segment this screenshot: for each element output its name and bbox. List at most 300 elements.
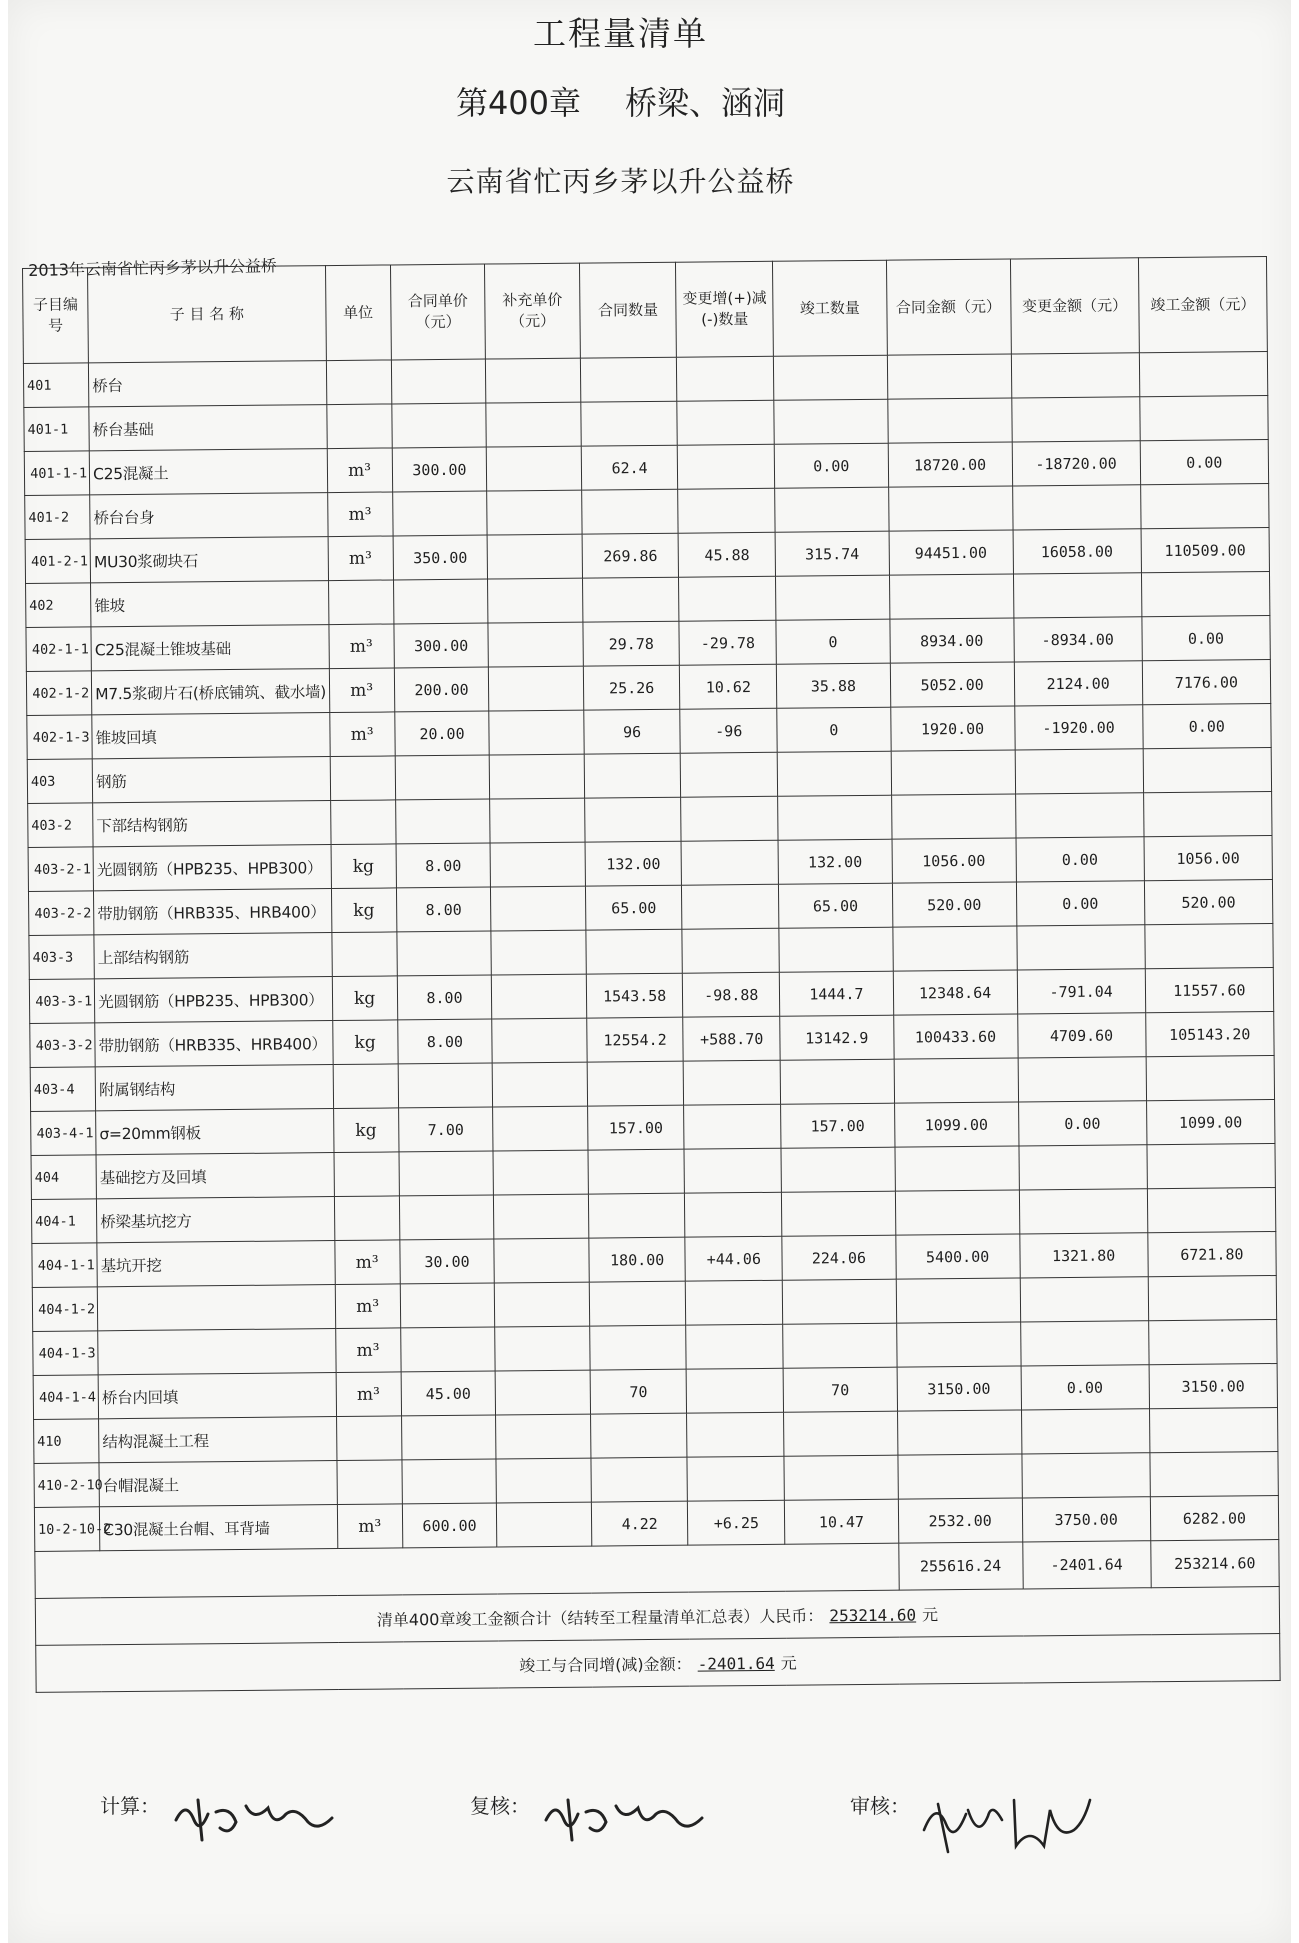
cell-name: 基础挖方及回填 xyxy=(96,1153,334,1199)
cell-finamt xyxy=(1140,484,1269,529)
cell-finamt: 105143.20 xyxy=(1145,1012,1274,1057)
cell-fin xyxy=(782,1191,896,1236)
cell-chg: 45.88 xyxy=(679,532,776,577)
cell-name: 基坑开挖 xyxy=(97,1241,335,1287)
cell-price: 8.00 xyxy=(396,887,491,932)
cell-finamt xyxy=(1141,572,1270,617)
cell-code: 403-3 xyxy=(29,935,95,980)
cell-price xyxy=(395,799,490,844)
col-header-extra-price: 补充单价（元） xyxy=(485,263,580,359)
cell-name: C25混凝土锥坡基础 xyxy=(91,625,329,671)
cell-fin: 157.00 xyxy=(781,1103,895,1148)
col-header-code: 子目编号 xyxy=(23,268,89,364)
cell-chg xyxy=(679,576,776,621)
cell-chgamt xyxy=(1018,1057,1147,1102)
cell-finamt xyxy=(1143,748,1272,793)
cell-qty: 269.86 xyxy=(582,533,679,578)
cell-chg xyxy=(687,1412,784,1457)
table-body xyxy=(23,352,1278,1552)
cell-chgamt: -1920.00 xyxy=(1014,705,1143,750)
cell-extra xyxy=(489,754,584,799)
cell-finamt xyxy=(1140,396,1269,441)
cell-price: 45.00 xyxy=(401,1371,496,1416)
cell-unit xyxy=(337,1460,403,1505)
cell-code: 401 xyxy=(23,363,89,408)
cell-chg: -98.88 xyxy=(683,972,780,1017)
cell-amt xyxy=(887,398,1011,443)
cell-extra xyxy=(495,1370,590,1415)
cell-chgamt: -8934.00 xyxy=(1013,617,1142,662)
cell-price: 600.00 xyxy=(402,1503,497,1548)
cell-chg: +44.06 xyxy=(685,1236,782,1281)
cell-amt: 1056.00 xyxy=(892,838,1016,883)
cell-chg xyxy=(686,1280,783,1325)
cell-amt xyxy=(895,1146,1019,1191)
cell-qty: 65.00 xyxy=(585,885,682,930)
cell-chgamt: 1321.80 xyxy=(1019,1233,1148,1278)
cell-chgamt: -791.04 xyxy=(1017,969,1146,1014)
cell-finamt: 3150.00 xyxy=(1149,1364,1278,1409)
cell-unit xyxy=(334,1196,400,1241)
cell-code: 403-3-1 xyxy=(29,979,95,1024)
total-contract-amount: 255616.24 xyxy=(898,1542,1022,1590)
cell-fin xyxy=(777,751,891,796)
cell-amt xyxy=(896,1278,1020,1323)
cell-name: 桥台台身 xyxy=(90,493,328,539)
cell-chgamt: 4709.60 xyxy=(1017,1013,1146,1058)
cell-price: 8.00 xyxy=(397,1019,492,1064)
cell-finamt: 520.00 xyxy=(1144,880,1273,925)
cell-chgamt xyxy=(1011,353,1140,398)
cell-qty: 1543.58 xyxy=(586,973,683,1018)
cell-code: 402-1-1 xyxy=(26,627,92,672)
cell-unit: m³ xyxy=(327,492,393,537)
chapter-name: 桥梁、涵洞 xyxy=(625,84,786,122)
cell-name xyxy=(98,1329,336,1375)
cell-name: C25混凝土 xyxy=(89,449,327,495)
cell-price xyxy=(391,359,486,404)
cell-chg xyxy=(677,400,774,445)
cell-fin: 10.47 xyxy=(784,1499,898,1544)
cell-chgamt xyxy=(1013,573,1142,618)
cell-fin xyxy=(784,1455,898,1500)
cell-extra xyxy=(492,1018,587,1063)
cell-code: 403 xyxy=(27,759,93,804)
cell-finamt xyxy=(1145,924,1274,969)
cell-code: 403-2 xyxy=(28,803,94,848)
cell-extra xyxy=(486,358,581,403)
cell-finamt: 0.00 xyxy=(1142,704,1271,749)
cell-fin xyxy=(783,1323,897,1368)
project-name: 云南省忙丙乡茅以升公益桥 xyxy=(446,165,795,198)
cell-unit: m³ xyxy=(335,1284,401,1329)
cell-price xyxy=(401,1415,496,1460)
cell-extra xyxy=(492,974,587,1019)
col-header-name: 子 目 名 称 xyxy=(88,266,326,363)
cell-unit: m³ xyxy=(328,536,394,581)
cell-name: MU30浆砌块石 xyxy=(90,537,328,583)
cell-unit xyxy=(330,756,396,801)
cell-price xyxy=(393,579,488,624)
col-header-contract-qty: 合同数量 xyxy=(579,262,677,358)
cell-code: 402 xyxy=(26,583,92,628)
cell-finamt xyxy=(1149,1408,1278,1453)
cell-extra xyxy=(487,534,582,579)
cell-finamt xyxy=(1147,1144,1276,1189)
cell-amt: 8934.00 xyxy=(890,618,1014,663)
cell-amt: 100433.60 xyxy=(893,1014,1017,1059)
cell-code: 410 xyxy=(34,1419,100,1464)
cell-chgamt: 0.00 xyxy=(1021,1365,1150,1410)
cell-price: 7.00 xyxy=(398,1107,493,1152)
cell-name: 台帽混凝土 xyxy=(99,1461,337,1507)
cell-chgamt xyxy=(1020,1277,1149,1322)
cell-chg: +6.25 xyxy=(688,1500,785,1545)
cell-qty: 12554.2 xyxy=(587,1017,684,1062)
table-caption: 2013年云南省忙丙乡茅以升公益桥 xyxy=(28,256,278,280)
cell-qty: 180.00 xyxy=(589,1237,686,1282)
cell-extra xyxy=(491,930,586,975)
cell-code: 410-2-10 xyxy=(34,1463,100,1508)
cell-code: 402-1-3 xyxy=(27,715,93,760)
cell-finamt: 1056.00 xyxy=(1144,836,1273,881)
cell-amt xyxy=(897,1410,1021,1455)
cell-amt xyxy=(895,1190,1019,1235)
cell-fin: 0 xyxy=(776,619,890,664)
audit-label: 审核： xyxy=(850,1794,910,1818)
cell-qty: 4.22 xyxy=(591,1501,688,1546)
cell-chg xyxy=(684,1060,781,1105)
cell-price: 20.00 xyxy=(394,711,489,756)
cell-fin xyxy=(782,1279,896,1324)
cell-extra xyxy=(486,402,581,447)
cell-finamt: 0.00 xyxy=(1140,440,1269,485)
cell-chgamt: 0.00 xyxy=(1018,1101,1147,1146)
cell-code: 404-1-1 xyxy=(32,1243,98,1288)
cell-chg xyxy=(686,1324,783,1369)
cell-amt xyxy=(898,1454,1022,1499)
cell-code: 10-2-10-2 xyxy=(34,1507,100,1552)
calc-label: 计算： xyxy=(100,1794,160,1818)
cell-amt xyxy=(889,574,1013,619)
cell-finamt: 11557.60 xyxy=(1145,968,1274,1013)
summary-change-unit: 元 xyxy=(780,1653,797,1673)
cell-price: 300.00 xyxy=(394,623,489,668)
cell-name: 桥台内回填 xyxy=(98,1373,336,1419)
chapter-number: 第400章 xyxy=(455,84,582,122)
cell-name: C30混凝土台帽、耳背墙 xyxy=(100,1505,338,1551)
cell-extra xyxy=(494,1194,589,1239)
cell-name: 带肋钢筋（HRB335、HRB400） xyxy=(95,1021,333,1067)
cell-name: 桥台基础 xyxy=(89,405,327,451)
cell-qty xyxy=(584,753,681,798)
cell-code: 401-1-1 xyxy=(24,451,90,496)
cell-chg: +588.70 xyxy=(683,1016,780,1061)
cell-fin xyxy=(774,399,888,444)
cell-price: 8.00 xyxy=(397,975,492,1020)
cell-unit xyxy=(334,1152,400,1197)
cell-chgamt xyxy=(1011,397,1140,442)
cell-extra xyxy=(494,1238,589,1283)
cell-finamt xyxy=(1143,792,1272,837)
cell-name: 桥梁基坑挖方 xyxy=(97,1197,335,1243)
cell-price xyxy=(395,755,490,800)
cell-finamt: 0.00 xyxy=(1142,616,1271,661)
cell-code: 401-2-1 xyxy=(25,539,91,584)
cell-code: 402-1-2 xyxy=(26,671,92,716)
cell-chg xyxy=(682,884,779,929)
cell-extra xyxy=(490,798,585,843)
cell-amt: 1920.00 xyxy=(890,706,1014,751)
cell-unit xyxy=(330,800,396,845)
cell-chgamt xyxy=(1016,925,1145,970)
cell-chgamt xyxy=(1015,793,1144,838)
review-label: 复核： xyxy=(470,1794,530,1818)
cell-fin: 132.00 xyxy=(778,839,892,884)
cell-finamt: 6282.00 xyxy=(1150,1495,1279,1540)
cell-code: 403-4-1 xyxy=(31,1111,97,1156)
cell-unit: m³ xyxy=(335,1328,401,1373)
cell-price xyxy=(399,1195,494,1240)
cell-price xyxy=(398,1063,493,1108)
cell-unit: m³ xyxy=(329,668,395,713)
cell-chgamt: 3750.00 xyxy=(1022,1497,1151,1542)
cell-amt: 3150.00 xyxy=(897,1366,1021,1411)
cell-unit xyxy=(326,404,392,449)
document-page xyxy=(8,0,1291,1943)
cell-chgamt xyxy=(1021,1453,1150,1498)
cell-unit xyxy=(333,1064,399,1109)
cell-unit: kg xyxy=(331,888,397,933)
cell-qty: 29.78 xyxy=(583,621,680,666)
cell-chg xyxy=(681,796,778,841)
cell-qty xyxy=(587,1061,684,1106)
cell-chg xyxy=(682,928,779,973)
cell-chg xyxy=(681,752,778,797)
cell-qty xyxy=(588,1193,685,1238)
cell-unit xyxy=(331,932,397,977)
cell-qty: 96 xyxy=(584,709,681,754)
cell-fin xyxy=(774,355,888,400)
cell-extra xyxy=(490,842,585,887)
cell-chg xyxy=(678,444,775,489)
col-header-final-amount: 竣工金额（元） xyxy=(1138,257,1267,353)
cell-chgamt: 0.00 xyxy=(1016,837,1145,882)
cell-chg: 10.62 xyxy=(680,664,777,709)
cell-code: 404-1 xyxy=(31,1199,97,1244)
cell-unit: m³ xyxy=(336,1372,402,1417)
cell-price: 350.00 xyxy=(393,535,488,580)
cell-price xyxy=(402,1459,497,1504)
cell-qty xyxy=(589,1325,686,1370)
cell-chgamt: 16058.00 xyxy=(1013,529,1142,574)
cell-qty: 157.00 xyxy=(587,1105,684,1150)
audit-signature xyxy=(918,1790,1108,1860)
cell-fin: 65.00 xyxy=(779,883,893,928)
cell-name: M7.5浆砌片石(桥底铺筑、截水墙) xyxy=(92,669,330,715)
cell-name: 带肋钢筋（HRB335、HRB400） xyxy=(94,889,332,935)
chapter-heading xyxy=(8,78,1233,124)
cell-amt xyxy=(887,354,1011,399)
cell-amt: 94451.00 xyxy=(889,530,1013,575)
cell-amt xyxy=(888,486,1012,531)
cell-qty xyxy=(582,577,679,622)
cell-name xyxy=(97,1285,335,1331)
cell-name: 结构混凝土工程 xyxy=(99,1417,337,1463)
cell-extra xyxy=(488,578,583,623)
cell-code: 403-4 xyxy=(30,1067,96,1112)
cell-fin: 13142.9 xyxy=(780,1015,894,1060)
cell-chgamt xyxy=(1015,749,1144,794)
cell-code: 401-1 xyxy=(24,407,90,452)
cell-extra xyxy=(487,490,582,535)
cell-chg xyxy=(677,356,774,401)
cell-amt xyxy=(892,926,1016,971)
summary-change-value: -2401.64 xyxy=(697,1653,775,1674)
cell-chg xyxy=(687,1456,784,1501)
cell-fin: 224.06 xyxy=(782,1235,896,1280)
cell-fin: 70 xyxy=(783,1367,897,1412)
cell-unit xyxy=(336,1416,402,1461)
cell-fin: 0 xyxy=(777,707,891,752)
cell-qty xyxy=(581,489,678,534)
cell-fin xyxy=(776,575,890,620)
cell-name: 下部结构钢筋 xyxy=(93,801,331,847)
cell-fin xyxy=(781,1147,895,1192)
cell-price: 30.00 xyxy=(400,1239,495,1284)
cell-extra xyxy=(495,1282,590,1327)
cell-finamt xyxy=(1147,1188,1276,1233)
cell-amt: 12348.64 xyxy=(893,970,1017,1015)
cell-amt xyxy=(891,794,1015,839)
cell-unit: m³ xyxy=(329,624,395,669)
cell-code: 401-2 xyxy=(25,495,91,540)
cell-fin xyxy=(784,1411,898,1456)
cell-qty xyxy=(589,1281,686,1326)
cell-extra xyxy=(487,446,582,491)
cell-chgamt xyxy=(1012,485,1141,530)
cell-chg xyxy=(684,1104,781,1149)
cell-code: 404-1-4 xyxy=(33,1375,99,1420)
cell-extra xyxy=(497,1502,592,1547)
cell-unit xyxy=(326,360,392,405)
cell-qty xyxy=(580,357,677,402)
cell-finamt xyxy=(1139,352,1268,397)
cell-name: 钢筋 xyxy=(92,757,330,803)
cell-extra xyxy=(488,622,583,667)
cell-name: 桥台 xyxy=(89,361,327,407)
cell-chgamt: 2124.00 xyxy=(1014,661,1143,706)
cell-code: 404 xyxy=(31,1155,97,1200)
cell-price: 200.00 xyxy=(394,667,489,712)
cell-amt: 5400.00 xyxy=(895,1234,1019,1279)
cell-finamt: 7176.00 xyxy=(1142,660,1271,705)
cell-finamt xyxy=(1150,1451,1279,1496)
col-header-final-qty: 竣工数量 xyxy=(773,260,887,356)
cell-chgamt: 0.00 xyxy=(1016,881,1145,926)
cell-qty: 62.4 xyxy=(581,445,678,490)
cell-amt: 520.00 xyxy=(892,882,1016,927)
summary-final-label: 清单400章竣工金额合计（结转至工程量清单汇总表）人民币： xyxy=(376,1605,824,1630)
cell-fin xyxy=(779,927,893,972)
col-header-change-qty: 变更增(+)减(-)数量 xyxy=(676,261,774,357)
table-header-row xyxy=(23,257,1268,364)
total-final-amount: 253214.60 xyxy=(1151,1539,1280,1587)
cell-price xyxy=(400,1283,495,1328)
cell-code: 404-1-3 xyxy=(33,1331,99,1376)
cell-finamt: 6721.80 xyxy=(1148,1232,1277,1277)
cell-finamt xyxy=(1148,1320,1277,1365)
cell-qty xyxy=(591,1457,688,1502)
cell-amt xyxy=(891,750,1015,795)
cell-unit: kg xyxy=(332,976,398,1021)
cell-chg xyxy=(682,840,779,885)
cell-amt: 2532.00 xyxy=(898,1498,1022,1543)
cell-chgamt xyxy=(1020,1321,1149,1366)
cell-fin: 0.00 xyxy=(774,443,888,488)
cell-code: 403-3-2 xyxy=(30,1023,96,1068)
cell-code: 403-2-2 xyxy=(28,891,94,936)
cell-qty xyxy=(584,797,681,842)
cell-extra xyxy=(489,666,584,711)
cell-unit: kg xyxy=(331,844,397,889)
summary-final-unit: 元 xyxy=(921,1604,939,1624)
cell-qty: 25.26 xyxy=(583,665,680,710)
cell-qty: 70 xyxy=(590,1369,687,1414)
cell-qty xyxy=(581,401,678,446)
cell-qty xyxy=(586,929,683,974)
cell-price xyxy=(397,931,492,976)
cell-unit: m³ xyxy=(337,1504,403,1549)
cell-price xyxy=(392,491,487,536)
cell-extra xyxy=(492,1062,587,1107)
cell-name: 上部结构钢筋 xyxy=(94,933,332,979)
cell-price: 8.00 xyxy=(396,843,491,888)
col-header-contract-price: 合同单价（元） xyxy=(390,264,485,360)
total-change-amount: -2401.64 xyxy=(1022,1541,1151,1589)
cell-chgamt xyxy=(1019,1189,1148,1234)
cell-qty xyxy=(588,1149,685,1194)
cell-fin: 315.74 xyxy=(775,531,889,576)
review-signature xyxy=(538,1790,718,1850)
cell-price xyxy=(399,1151,494,1196)
cell-extra xyxy=(496,1414,591,1459)
cell-chgamt: -18720.00 xyxy=(1012,441,1141,486)
cell-price xyxy=(400,1327,495,1372)
quantity-table-wrapper xyxy=(22,256,1281,1693)
summary-change-label: 竣工与合同增(减)金额： xyxy=(519,1654,692,1675)
cell-code: 404-1-2 xyxy=(32,1287,98,1332)
cell-amt: 18720.00 xyxy=(888,442,1012,487)
cell-qty xyxy=(590,1413,687,1458)
cell-unit: m³ xyxy=(334,1240,400,1285)
cell-fin xyxy=(778,795,892,840)
cell-chg xyxy=(687,1368,784,1413)
cell-amt xyxy=(894,1058,1018,1103)
page-title: 工程量清单 xyxy=(533,14,708,53)
cell-price: 300.00 xyxy=(392,447,487,492)
quantity-table xyxy=(22,256,1281,1693)
cell-name: 光圆钢筋（HPB235、HPB300） xyxy=(94,977,332,1023)
cell-chg: -96 xyxy=(680,708,777,753)
cell-name: 光圆钢筋（HPB235、HPB300） xyxy=(93,845,331,891)
cell-extra xyxy=(493,1106,588,1151)
cell-extra xyxy=(493,1150,588,1195)
col-header-contract-amount: 合同金额（元） xyxy=(886,259,1011,355)
cell-finamt: 110509.00 xyxy=(1141,528,1270,573)
cell-unit: m³ xyxy=(327,448,393,493)
cell-chg xyxy=(685,1192,782,1237)
